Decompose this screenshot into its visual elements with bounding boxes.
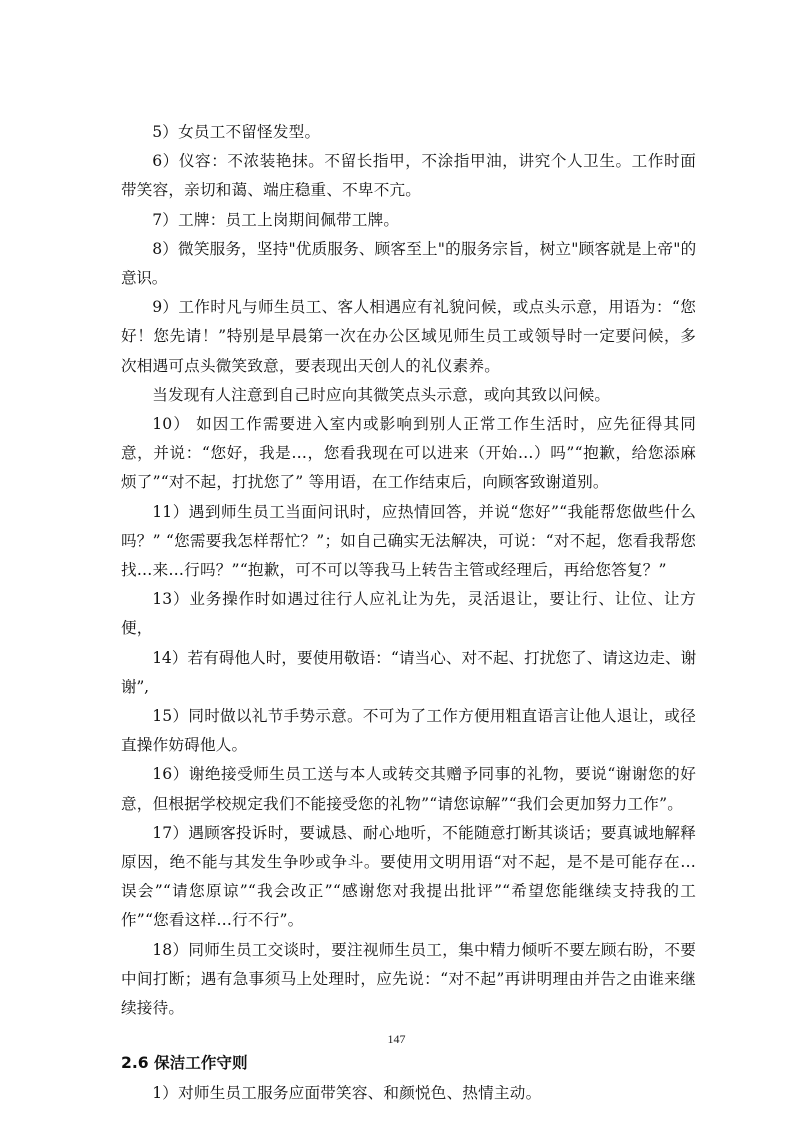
paragraph-9: 9）工作时凡与师生员工、客人相遇应有礼貌问候，或点头示意，用语为：“您好！您先请！”特别是早晨第一次在办公区域见师生员工或领导时一定要问候，多次相遇可点头微笑致意，要表现出天创人的礼仪素养。 [121, 298, 696, 375]
paragraph-13: 13）业务操作时如遇过往行人应礼让为先，灵活退让，要让行、让位、让方便， [121, 590, 696, 638]
paragraph-18: 18）同师生员工交谈时，要注视师生员工，集中精力倾听不要左顾右盼，不要中间打断；遇有急事须马上处理时，应先说：“对不起”再讲明理由并告之由谁来继续接待。 [121, 940, 696, 1018]
paragraph-14: 14）若有碍他人时，要使用敬语：“请当心、对不起、打扰您了、请这边走、谢谢”, [121, 648, 696, 696]
section-heading: 2.6 保洁工作守则 [121, 1054, 248, 1073]
section-paragraph-1: 1）对师生员工服务应面带笑容、和颜悦色、热情主动。 [152, 1083, 542, 1102]
page-number: 147 [387, 1032, 406, 1046]
paragraph-17: 17）遇顾客投诉时，要诚恳、耐心地听，不能随意打断其谈话；要真诚地解释原因，绝不能与其发生争吵或争斗。要使用文明用语“对不起，是不是可能存在…误会”“请您原谅”“我会改正”“感谢您对我提出批评”“希望您能继续支持我的工作”“您看这样…行不行”。 [121, 823, 696, 930]
document-body [121, 118, 696, 1108]
paragraph-15: 15）同时做以礼节手势示意。不可为了工作方便用粗直语言让他人退让，或径直操作妨碍他人。 [121, 707, 696, 755]
paragraph-5: 5）女员工不留怪发型。 [152, 123, 321, 141]
paragraph-11: 11）遇到师生员工当面问讯时，应热情回答，并说“您好”“我能帮您做些什么吗？” “您需要我怎样帮忙？”；如自己确实无法解决，可说：“对不起，您看我帮您找…来…行吗？”“抱歉，可不可以等我马上转告主管或经理后，再给您答复？” [121, 502, 696, 580]
paragraph-10: 10） 如因工作需要进入室内或影响到别人正常工作生活时，应先征得其同意，并说：“您好，我是…，您看我现在可以进来（开始…）吗”“抱歉，给您添麻烦了”“对不起，打扰您了” 等用语，在工作结束后，向顾客致谢道别。 [121, 415, 696, 492]
paragraph-9-note: 当发现有人注意到自己时应向其微笑点头示意，或向其致以问候。 [152, 385, 611, 404]
paragraph-8: 8）微笑服务，坚持"优质服务、顾客至上"的服务宗旨，树立"顾客就是上帝"的意识。 [121, 239, 696, 288]
paragraph-16: 16）谢绝接受师生员工送与本人或转交其赠予同事的礼物，要说“谢谢您的好意，但根据学校规定我们不能接受您的礼物”“请您谅解”“我们会更加努力工作”。 [121, 765, 696, 813]
paragraph-6: 6）仪容：不浓装艳抹。不留长指甲，不涂指甲油，讲究个人卫生。工作时面带笑容，亲切和蔼、端庄稳重、不卑不亢。 [121, 152, 696, 200]
paragraph-7: 7）工牌：员工上岗期间佩带工牌。 [152, 210, 400, 229]
